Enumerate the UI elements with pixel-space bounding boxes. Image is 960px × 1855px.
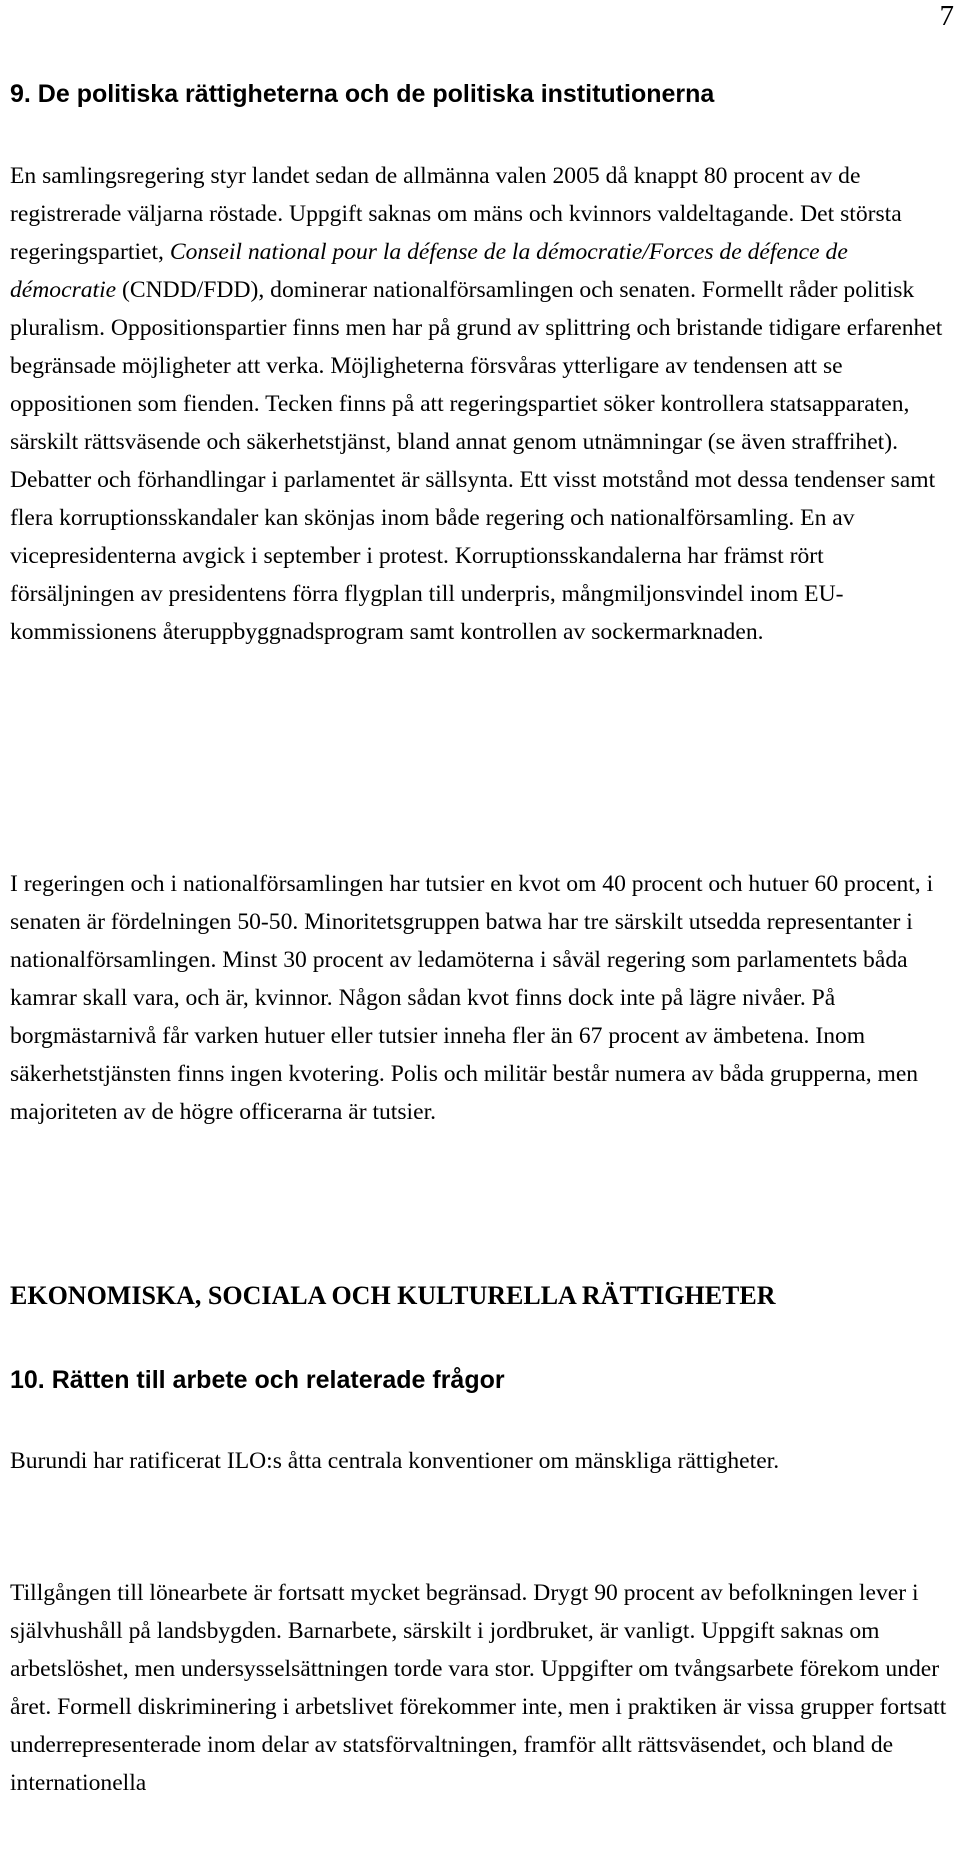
section-9-paragraph-2: I regeringen och i nationalförsamlingen har tutsier en kvot om 40 procent och hutuer 60 procent, i senaten är fördelningen 50-50. Minoritetsgruppen batwa har tre särskilt utsedda representanter i nationalförsamlingen. Minst 30 procent av ledamöterna i såväl regering som parlamentets båda kamrar skall vara, och är, kvinnor. Någon sådan kvot finns dock inte på lägre nivåer. På borgmästarnivå får varken hutuer eller tutsier inneha fler än 67 procent av ämbetena. Inom säkerhetstjänsten finns ingen kvotering. Polis och militär består numera av båda grupperna, men majoriteten av de högre officerarna är tutsier. bbox=[10, 871, 934, 1125]
paragraph-text: (CNDD/FDD), dominerar nationalförsamlingen och senaten. Formellt råder politisk pluralism. Oppositionspartier finns men har på grund av splittring och bristande tidigare erfarenhet begränsade möjligheter att verka. Möjligheterna försvåras ytterligare av tendensen att se oppositionen som fienden. Tecken finns på att regeringspartiet söker kontrollera statsapparaten, särskilt rättsväsende och säkerhetstjänst, bland annat genom utnämningar (se även straffrihet). Debatter och förhandlingar i parlamentet är sällsynta. Ett visst motstånd mot dessa tendenser samt flera korruptionsskandaler kan skönjas inom både regering och nationalförsamling. En av vicepresidenterna avgick i september i protest. Korruptionsskandalerna har främst rört försäljningen av presidentens förra flygplan till underpris, mångmiljonsvindel inom EU-kommissionens återuppbyggnadsprogram samt kontrollen av sockermarknaden. bbox=[10, 277, 943, 645]
section-10-paragraph-1: Burundi har ratificerat ILO:s åtta centrala konventioner om mänskliga rättigheter. bbox=[10, 1448, 780, 1474]
section-10-paragraph-2: Tillgången till lönearbete är fortsatt mycket begränsad. Drygt 90 procent av befolkningen lever i självhushåll på landsbygden. Barnarbete, särskilt i jordbruket, är vanligt. Uppgift saknas om arbetslöshet, men undersysselsättningen torde vara stor. Uppgifter om tvångsarbete förekom under året. Formell diskriminering i arbetslivet förekommer inte, men i praktiken är vissa grupper fortsatt underrepresenterade inom delar av statsförvaltningen, framför allt rättsväsendet, och bland de internationella bbox=[10, 1580, 947, 1796]
section-10-heading: 10. Rätten till arbete och relaterade frågor bbox=[10, 1366, 505, 1394]
party-name-italic: Conseil national pour la défense de la démocratie/Forces de défence de démocratie bbox=[10, 239, 848, 303]
paragraph-text: En samlingsregering styr landet sedan de allmänna valen 2005 då knappt 80 procent av de registrerade väljarna röstade. Uppgift saknas om mäns och kvinnors valdeltagande. Det största regeringspartiet, bbox=[10, 163, 902, 265]
section-9-paragraph-1 bbox=[10, 157, 950, 651]
page-number: 7 bbox=[939, 0, 954, 32]
section-9-heading: 9. De politiska rättigheterna och de politiska institutionerna bbox=[10, 80, 715, 108]
major-section-heading: EKONOMISKA, SOCIALA OCH KULTURELLA RÄTTIGHETER bbox=[10, 1281, 776, 1310]
